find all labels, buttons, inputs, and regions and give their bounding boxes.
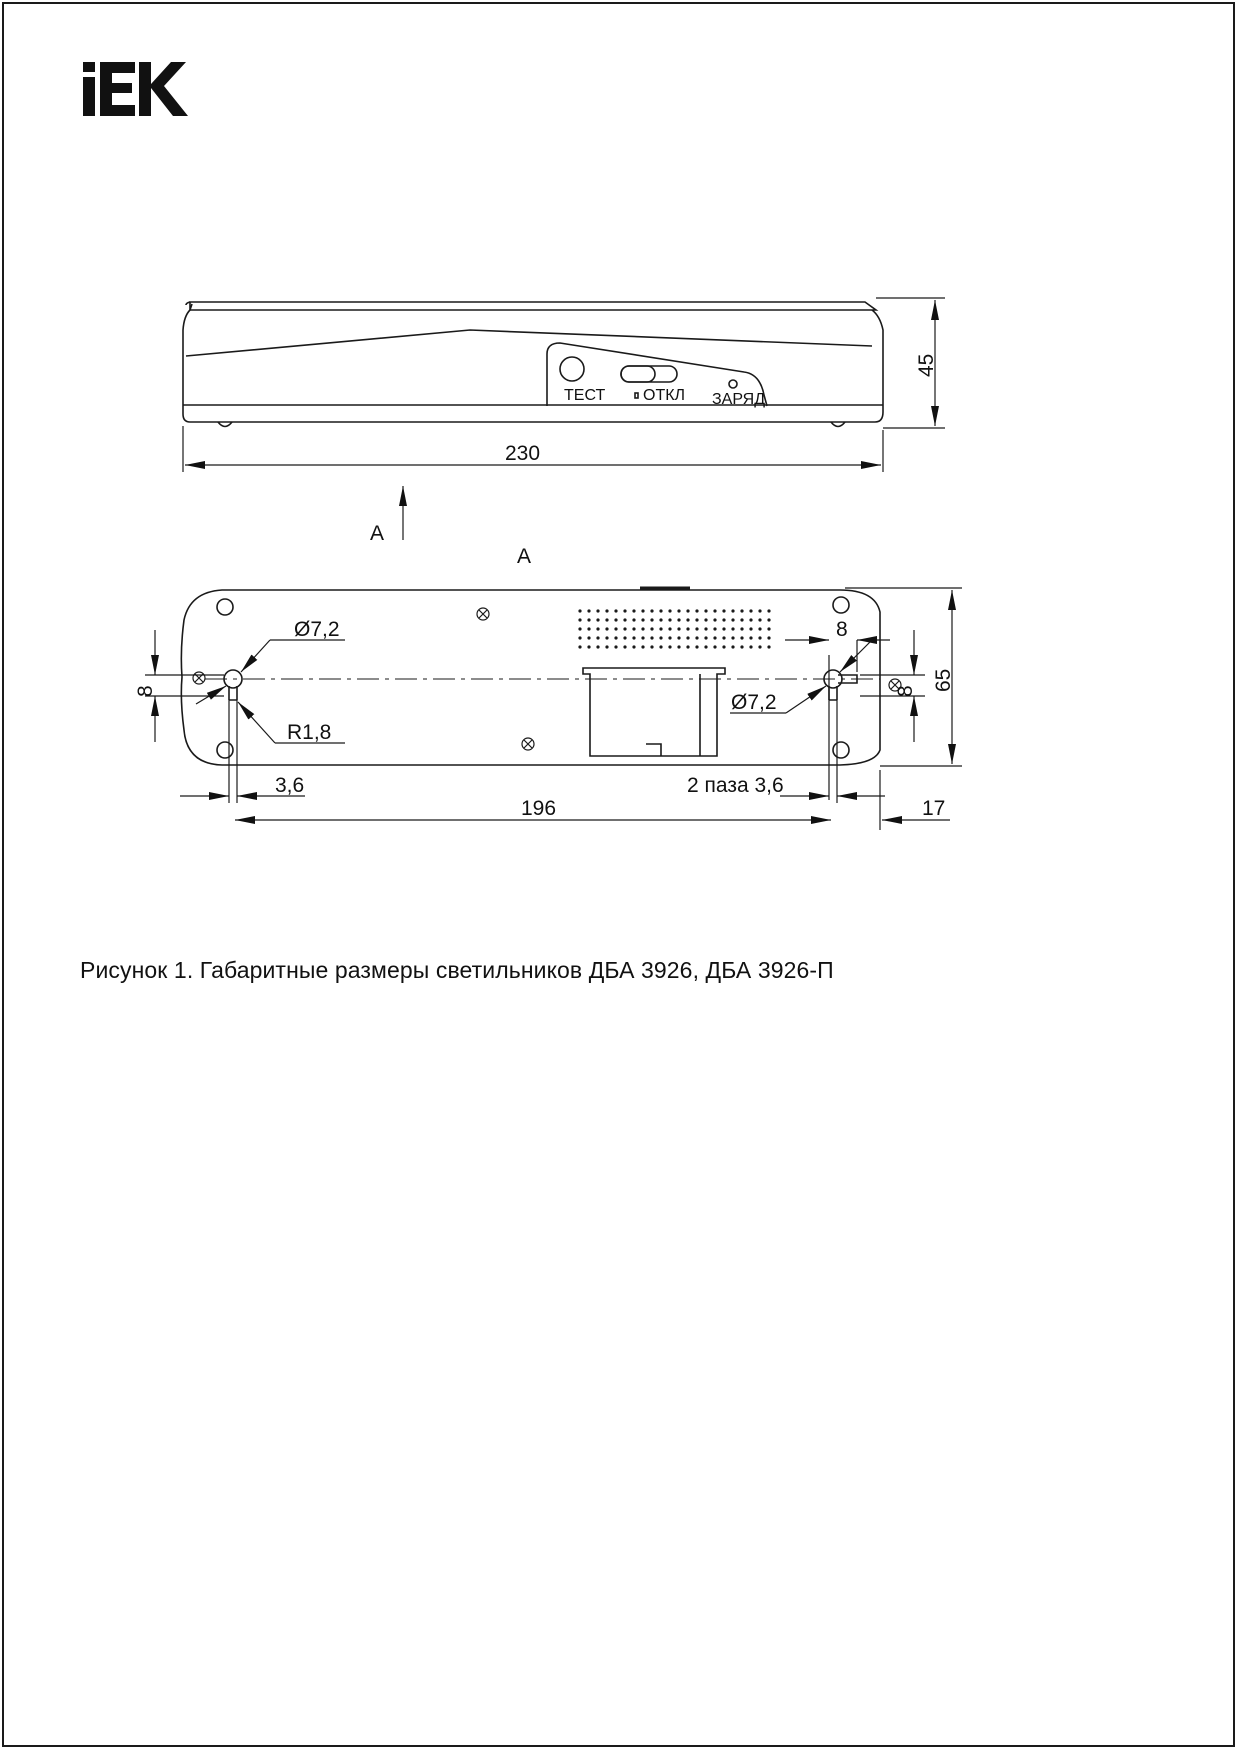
grille-dot [704, 645, 707, 648]
grille-dot [758, 618, 761, 621]
slot-offset-left-dim: 8 [134, 685, 157, 697]
grille-dot [749, 627, 752, 630]
grille-dot [632, 627, 635, 630]
grille-dot [578, 618, 581, 621]
grille-dot [749, 645, 752, 648]
grille-dot [686, 645, 689, 648]
grille-dot [623, 627, 626, 630]
grille-dot [659, 627, 662, 630]
grille-dot [659, 618, 662, 621]
grille-dot [596, 618, 599, 621]
grille-dot [749, 618, 752, 621]
grille-dot [686, 609, 689, 612]
grille-dot [632, 618, 635, 621]
grille-dot [677, 627, 680, 630]
hole-left-dim: Ø7,2 [294, 618, 340, 641]
grille-dot [695, 627, 698, 630]
grille-dot [614, 618, 617, 621]
grille-dot [713, 645, 716, 648]
grille-dot [614, 636, 617, 639]
grille-dot [641, 618, 644, 621]
grille-dot [632, 645, 635, 648]
grille-dot [767, 618, 770, 621]
grille-dot [758, 645, 761, 648]
grille-dot [641, 636, 644, 639]
grille-dot [740, 609, 743, 612]
charge-label: ЗАРЯД [712, 391, 766, 408]
grille-dot [686, 627, 689, 630]
slots-right-dim: 2 паза 3,6 [687, 774, 784, 797]
grille-dot [605, 645, 608, 648]
grille-dot [677, 618, 680, 621]
grille-dot [713, 636, 716, 639]
grille-dot [587, 636, 590, 639]
grille-dot [722, 618, 725, 621]
grille-dot [605, 618, 608, 621]
grille-dot [704, 627, 707, 630]
grille-dot [713, 627, 716, 630]
grille-dot [695, 609, 698, 612]
grille-dot [740, 627, 743, 630]
grille-dot [623, 645, 626, 648]
hole-right-dim: Ø7,2 [731, 691, 777, 714]
grille-dot [731, 645, 734, 648]
iek-logo [83, 62, 188, 116]
offset-right-dim: 17 [922, 797, 946, 820]
grille-dot [650, 609, 653, 612]
grille-dot [740, 645, 743, 648]
grille-dot [677, 645, 680, 648]
speaker-grille [578, 609, 770, 648]
grille-dot [668, 627, 671, 630]
grille-dot [578, 627, 581, 630]
grille-dot [668, 609, 671, 612]
grille-dot [587, 645, 590, 648]
hole-spacing-dim: 196 [521, 797, 557, 820]
depth-dim: 65 [932, 668, 955, 692]
grille-dot [731, 636, 734, 639]
length-dim: 230 [505, 442, 541, 465]
radius-dim: R1,8 [287, 721, 332, 744]
grille-dot [650, 627, 653, 630]
grille-dot [704, 618, 707, 621]
height-dim: 45 [915, 353, 938, 377]
grille-dot [758, 636, 761, 639]
grille-dot [731, 627, 734, 630]
grille-dot [659, 609, 662, 612]
grille-dot [614, 627, 617, 630]
grille-dot [578, 645, 581, 648]
grille-dot [740, 618, 743, 621]
grille-dot [767, 636, 770, 639]
grille-dot [722, 627, 725, 630]
grille-dot [731, 609, 734, 612]
slot-left-dim: 3,6 [275, 774, 305, 797]
grille-dot [713, 609, 716, 612]
grille-dot [659, 636, 662, 639]
grille-dot [614, 609, 617, 612]
grille-dot [641, 645, 644, 648]
grille-dot [605, 609, 608, 612]
grille-dot [632, 609, 635, 612]
slot-offset-right-dim: 8 [894, 685, 917, 697]
grille-dot [677, 609, 680, 612]
view-arrow-label: A [370, 522, 385, 545]
grille-dot [740, 636, 743, 639]
grille-dot [695, 645, 698, 648]
grille-dot [695, 618, 698, 621]
grille-dot [758, 627, 761, 630]
grille-dot [641, 609, 644, 612]
grille-dot [623, 636, 626, 639]
grille-dot [605, 636, 608, 639]
grille-dot [767, 627, 770, 630]
grille-dot [623, 609, 626, 612]
grille-dot [605, 627, 608, 630]
grille-dot [722, 636, 725, 639]
grille-dot [659, 645, 662, 648]
grille-dot [587, 609, 590, 612]
grille-dot [650, 636, 653, 639]
grille-dot [650, 645, 653, 648]
grille-dot [632, 636, 635, 639]
grille-dot [596, 609, 599, 612]
grille-dot [641, 627, 644, 630]
side-view [183, 302, 883, 427]
grille-dot [668, 618, 671, 621]
view-label: A [517, 545, 532, 568]
grille-dot [668, 645, 671, 648]
grille-dot [731, 618, 734, 621]
grille-dot [722, 609, 725, 612]
grille-dot [650, 618, 653, 621]
grille-dot [578, 609, 581, 612]
grille-dot [686, 618, 689, 621]
grille-dot [722, 645, 725, 648]
figure-caption: Рисунок 1. Габаритные размеры светильников ДБА 3926, ДБА 3926-П [80, 957, 834, 983]
grille-dot [758, 609, 761, 612]
grille-dot [587, 627, 590, 630]
off-label: ОТКЛ [643, 387, 686, 404]
grille-dot [686, 636, 689, 639]
slot-length-dim: 8 [836, 618, 848, 641]
grille-dot [614, 645, 617, 648]
grille-dot [596, 636, 599, 639]
grille-dot [596, 627, 599, 630]
grille-dot [713, 618, 716, 621]
grille-dot [767, 645, 770, 648]
grille-dot [767, 609, 770, 612]
grille-dot [587, 618, 590, 621]
grille-dot [596, 645, 599, 648]
grille-dot [704, 609, 707, 612]
grille-dot [749, 636, 752, 639]
grille-dot [668, 636, 671, 639]
grille-dot [695, 636, 698, 639]
test-label: ТЕСТ [564, 387, 606, 404]
grille-dot [704, 636, 707, 639]
grille-dot [623, 618, 626, 621]
grille-dot [578, 636, 581, 639]
grille-dot [677, 636, 680, 639]
grille-dot [749, 609, 752, 612]
